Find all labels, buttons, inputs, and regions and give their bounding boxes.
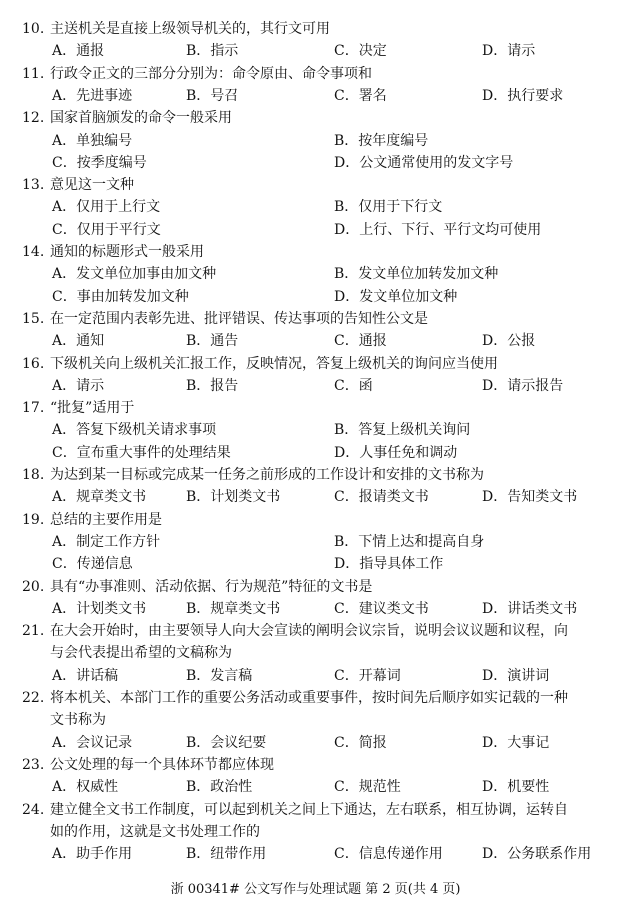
option-d: D．请示报告: [482, 377, 564, 394]
option-a: A．规章类文书: [52, 489, 147, 506]
question-number: 23.: [22, 756, 45, 773]
question-text: 将本机关、本部门工作的重要公务活动或重要事件，按时间先后顺序如实记载的一种: [50, 690, 568, 706]
option-d: D．请示: [482, 43, 536, 60]
question-text: 国家首脑颁发的命令一般采用: [50, 110, 232, 127]
option-a: A．计划类文书: [52, 600, 147, 617]
option-b: B．通告: [186, 333, 239, 350]
option-d: D．大事记: [482, 734, 550, 751]
option-b: B．指示: [186, 43, 239, 60]
page-footer: 浙 00341# 公文写作与处理试题 第 2 页(共 4 页): [170, 882, 461, 897]
question-text: “批复”适用于: [50, 400, 135, 417]
option-a: A．通报: [52, 43, 105, 60]
question-20-stem: [22, 577, 622, 597]
question-text: 具有“办事准则、活动依据、行为规范”特征的文书是: [50, 578, 373, 595]
question-number: 15.: [22, 310, 45, 327]
option-c: C．传递信息: [52, 556, 133, 573]
option-b: B．仅用于下行文: [334, 199, 443, 216]
question-text: 主送机关是直接上级领导机关的，其行文可用: [50, 21, 330, 37]
question-text: 公文处理的每一个具体环节都应体现: [50, 756, 274, 773]
question-15-stem: [22, 309, 622, 329]
question-text: 在大会开始时，由主要领导人向大会宣读的阐明会议宗旨，说明会议议题和议程，向: [50, 623, 568, 640]
option-a: A．仅用于上行文: [52, 199, 161, 216]
option-d: D．发文单位加文种: [334, 288, 458, 305]
question-number: 16.: [22, 355, 45, 372]
question-number: 20.: [22, 578, 45, 595]
option-d: D．讲话类文书: [482, 600, 578, 617]
question-number: 17.: [22, 400, 45, 417]
option-a: A．助手作用: [52, 846, 133, 863]
question-22-stem: [22, 688, 622, 708]
question-number: 22.: [22, 690, 45, 706]
option-c: C．报请类文书: [334, 489, 429, 506]
option-a: A．权威性: [52, 779, 119, 796]
question-21-stem: [22, 621, 622, 641]
option-c: C．开幕词: [334, 667, 401, 684]
option-c: C．简报: [334, 734, 387, 751]
question-16-stem: [22, 354, 622, 374]
question-11-stem: [22, 64, 622, 84]
option-d: D．上行、下行、平行文均可使用: [334, 221, 542, 238]
question-18-stem: [22, 465, 622, 485]
option-a: A．会议记录: [52, 734, 133, 751]
option-b: B．答复上级机关询问: [334, 422, 471, 439]
option-b: B．按年度编号: [334, 132, 429, 149]
question-text: 如的作用，这就是文书处理工作的: [50, 823, 260, 840]
question-13-stem: [22, 175, 622, 195]
option-a: A．发文单位加事由加文种: [52, 266, 217, 283]
question-number: 14.: [22, 244, 45, 260]
option-a: A．先进事迹: [52, 87, 133, 104]
option-c: C．署名: [334, 87, 387, 104]
question-12-stem: [22, 108, 622, 128]
question-number: 11.: [22, 65, 45, 82]
option-b: B．下情上达和提高自身: [334, 533, 485, 550]
option-c: C．信息传递作用: [334, 846, 443, 863]
option-c: C．通报: [334, 333, 387, 350]
option-b: B．计划类文书: [186, 489, 281, 506]
option-d: D．机要性: [482, 779, 550, 796]
option-c: C．按季度编号: [52, 154, 147, 171]
option-b: B．发言稿: [186, 667, 253, 684]
question-17-stem: [22, 398, 622, 418]
question-text: 总结的主要作用是: [50, 511, 162, 528]
option-c: C．宣布重大事件的处理结果: [52, 444, 231, 461]
question-text: 行政令正文的三部分分别为：命令原由、命令事项和: [50, 65, 372, 82]
question-24-cont: [22, 822, 622, 842]
option-c: C．事由加转发加文种: [52, 288, 189, 305]
question-10-stem: [22, 19, 622, 39]
option-d: D．公报: [482, 333, 536, 350]
question-number: 21.: [22, 623, 45, 640]
question-number: 13.: [22, 177, 45, 194]
option-d: D．人事任免和调动: [334, 444, 458, 461]
option-b: B．纽带作用: [186, 846, 267, 863]
question-text: 与会代表提出希望的文稿称为: [50, 645, 232, 662]
question-number: 10.: [22, 21, 45, 37]
option-c: C．规范性: [334, 779, 401, 796]
question-text: 为达到某一目标或完成某一任务之前形成的工作设计和安排的文书称为: [50, 467, 484, 483]
option-c: C．仅用于平行文: [52, 221, 161, 238]
option-b: B．规章类文书: [186, 600, 281, 617]
option-a: A．讲话稿: [52, 667, 119, 684]
question-text: 在一定范围内表彰先进、批评错误、传达事项的告知性公文是: [50, 310, 428, 327]
option-d: D．演讲词: [482, 667, 550, 684]
question-text: 下级机关向上级机关汇报工作，反映情况，答复上级机关的询问应当使用: [50, 355, 498, 372]
option-d: D．执行要求: [482, 87, 564, 104]
option-b: B．号召: [186, 87, 239, 104]
option-d: D．公文通常使用的发文字号: [334, 154, 514, 171]
option-b: B．政治性: [186, 779, 253, 796]
option-b: B．发文单位加转发加文种: [334, 266, 499, 283]
question-19-stem: [22, 510, 622, 530]
option-a: A．通知: [52, 333, 105, 350]
option-b: B．报告: [186, 377, 239, 394]
question-number: 24.: [22, 801, 45, 818]
option-b: B．会议纪要: [186, 734, 267, 751]
option-d: D．公务联系作用: [482, 846, 592, 863]
option-a: A．制定工作方针: [52, 533, 161, 550]
question-number: 12.: [22, 110, 45, 127]
question-24-stem: [22, 800, 622, 820]
question-14-stem: [22, 242, 622, 262]
question-23-stem: [22, 755, 622, 775]
option-a: A．单独编号: [52, 132, 133, 149]
option-c: C．函: [334, 377, 373, 394]
question-text: 建立健全文书工作制度，可以起到机关之间上下通达，左右联系，相互协调，运转自: [50, 801, 568, 818]
question-text: 文书称为: [50, 712, 106, 729]
option-a: A．请示: [52, 377, 105, 394]
option-a: A．答复下级机关请求事项: [52, 422, 217, 439]
question-22-cont: [22, 710, 622, 730]
question-21-cont: [22, 643, 622, 663]
option-d: D．告知类文书: [482, 489, 578, 506]
question-number: 18.: [22, 467, 45, 483]
question-text: 通知的标题形式一般采用: [50, 244, 204, 260]
option-c: C．建议类文书: [334, 600, 429, 617]
option-c: C．决定: [334, 43, 387, 60]
question-text: 意见这一文种: [50, 177, 134, 194]
question-number: 19.: [22, 511, 45, 528]
option-d: D．指导具体工作: [334, 556, 444, 573]
